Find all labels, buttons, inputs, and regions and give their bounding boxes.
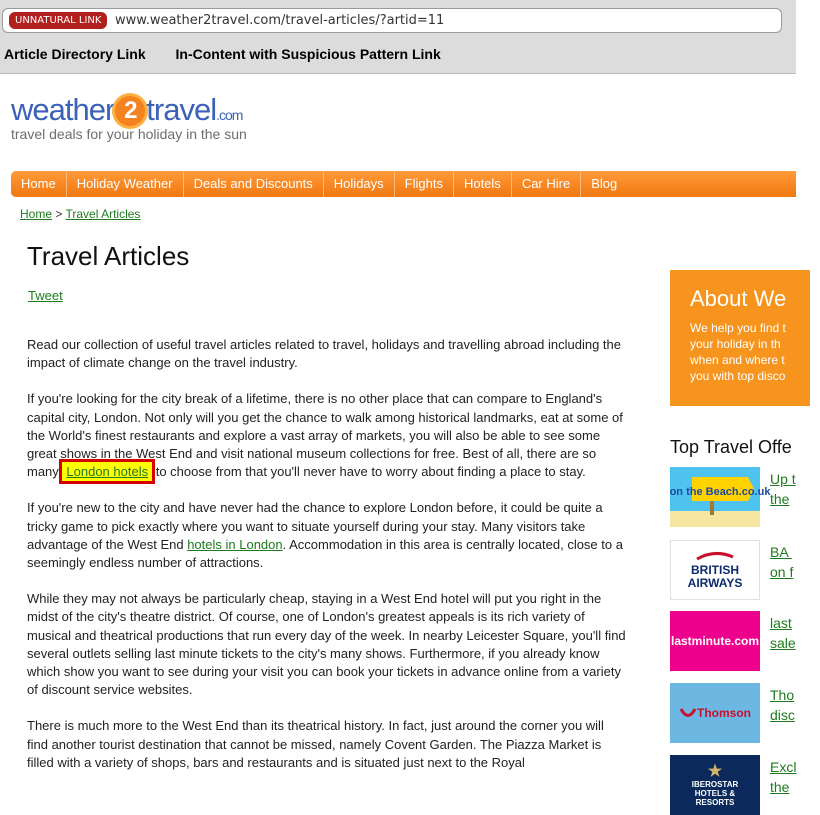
offer-logo-text: BRITISH AIRWAYS (687, 563, 743, 590)
nav-flights[interactable]: Flights (395, 171, 454, 197)
iberostar-logo[interactable] (670, 755, 760, 815)
nav-car-hire[interactable]: Car Hire (512, 171, 581, 197)
breadcrumb-travel-articles[interactable]: Travel Articles (65, 207, 141, 221)
page-title: Travel Articles (27, 241, 190, 271)
url-text[interactable]: www.weather2travel.com/travel-articles/?artid=11 (115, 13, 445, 28)
label-article-directory: Article Directory Link (4, 46, 146, 62)
paragraph-5: There is much more to the West End than its theatrical history. In fact, just around the corner you will find another tourist destination that cannot be missed, namely Covent Garden. The Piazza Market is filled with a variety of shops, bars and restaurants and is situated just next to the Royal (27, 718, 604, 770)
paragraph-3 (27, 499, 627, 572)
nav-deals[interactable]: Deals and Discounts (184, 171, 324, 197)
offer-logo-text: IBEROSTAR HOTELS & RESORTS (691, 779, 739, 807)
logo-travel: travel (146, 92, 217, 127)
offer-text[interactable]: last sale (770, 615, 796, 651)
offer-item[interactable] (670, 540, 820, 600)
article-body (27, 336, 627, 790)
paragraph-3-text-b: . Accommodation in this area is centrally located, close to a seemingly endless number of attractions. (27, 536, 623, 571)
offer-text[interactable]: BA on f (770, 544, 794, 580)
london-hotels-link[interactable]: London hotels (62, 462, 152, 481)
about-line: when and where t (690, 353, 785, 367)
label-in-content: In-Content with Suspicious Pattern Link (175, 46, 441, 62)
star-icon: ★ (707, 762, 723, 780)
onthebeach-logo[interactable] (669, 467, 771, 527)
offer-text[interactable]: Up t the (770, 471, 796, 507)
thomson-smile-icon (679, 706, 697, 720)
about-line: your holiday in th (690, 337, 781, 351)
about-line: you with top disco (690, 369, 786, 383)
address-bar[interactable] (2, 8, 782, 33)
paragraph-2 (27, 390, 627, 481)
offer-logo-text: Thomson (697, 706, 751, 720)
breadcrumb (20, 207, 140, 221)
offer-item[interactable] (670, 755, 820, 815)
nav-home[interactable]: Home (11, 171, 67, 197)
logo-weather: weather (11, 92, 115, 127)
breadcrumb-home[interactable]: Home (20, 207, 53, 221)
hotels-in-london-link[interactable]: hotels in London (187, 536, 283, 552)
unnatural-link-badge: UNNATURAL LINK (9, 12, 107, 29)
top-offers-title: Top Travel Offe (670, 437, 792, 457)
paragraph-4: While they may not always be particularly cheap, staying in a West End hotel will put you right in the midst of the city's theatre district. Of course, one of London's greatest appeals is its rich variety of musical and theatrical productions that run every day of the week. In nearby Leicester Square, you'll find several outlets selling last minute tickets to the city's many shows. Furthermore, if you already know which show you want to see during your visit you can book your tickets in advance online from a variety of discount service websites. (27, 591, 626, 698)
site-logo[interactable] (11, 92, 247, 142)
offer-text[interactable]: Tho disc (770, 687, 795, 723)
nav-blog[interactable]: Blog (591, 176, 618, 191)
about-title: About We (690, 286, 787, 311)
link-classification-labels (4, 46, 467, 62)
offer-item[interactable] (670, 611, 820, 671)
tweet-link[interactable]: Tweet (28, 288, 63, 303)
british-airways-logo[interactable] (670, 540, 760, 600)
offer-logo-text: lastminute.com (670, 634, 760, 648)
nav-holiday-weather[interactable]: Holiday Weather (67, 171, 184, 197)
about-panel (670, 270, 810, 406)
logo-com: .com (216, 107, 243, 123)
paragraph-2-text-a: If you're looking for the city break of a lifetime, there is no other place that can compare to England's capital city, London. Not only will you get the chance to walk among historical landmarks, eat at some of the World's finest restaurants and explore a vast array of markets, you will also be able to see some great shows in the West End and visit national museum collections for free. Best of all, there are so many (27, 391, 623, 480)
offer-logo-text: on the Beach.co.uk (669, 486, 771, 498)
speedmarque-icon (695, 551, 735, 561)
paragraph-3-text-a: If you're new to the city and have never had the chance to explore London before, it could be quite a tricky game to pick exactly where you want to situate yourself during your stay. Many visitors take advantage of the West End (27, 500, 603, 552)
offer-text[interactable]: Excl the (770, 759, 797, 795)
breadcrumb-separator: > (55, 207, 63, 221)
nav-holidays[interactable]: Holidays (324, 171, 395, 197)
main-nav (11, 171, 796, 197)
about-line: We help you find t (690, 321, 786, 335)
offer-item[interactable] (670, 683, 820, 743)
browser-chrome (0, 0, 796, 74)
nav-hotels[interactable]: Hotels (454, 171, 512, 197)
logo-sun-icon: 2 (115, 96, 145, 126)
thomson-logo[interactable] (670, 683, 760, 743)
paragraph-2-text-b: to choose from that you'll never have to worry about finding a place to stay. (152, 464, 586, 480)
paragraph-intro: Read our collection of useful travel articles related to travel, holidays and travelling abroad including the impact of climate change on the travel industry. (27, 337, 622, 371)
lastminute-logo[interactable] (670, 611, 760, 671)
logo-tagline: travel deals for your holiday in the sun (11, 126, 247, 142)
offer-item[interactable] (670, 467, 820, 527)
